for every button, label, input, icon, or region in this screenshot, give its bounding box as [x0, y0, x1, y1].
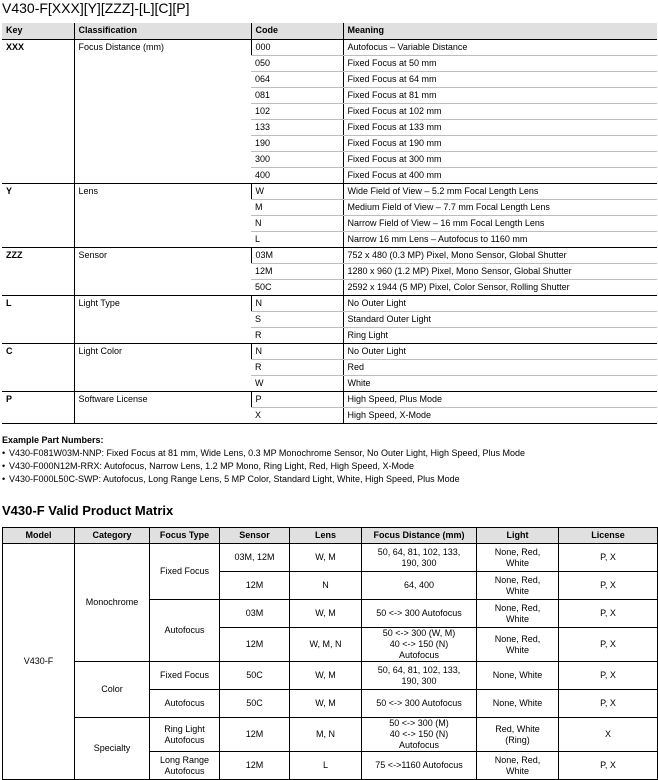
light-line: Red, White	[495, 723, 540, 734]
light-line: None, White	[492, 670, 543, 680]
matrix-row	[3, 718, 658, 752]
lens-cell: N	[290, 572, 362, 600]
sensor-cell: 12M	[220, 628, 290, 662]
light-cell	[477, 572, 559, 600]
code-cell: M	[251, 199, 343, 215]
code-cell: 050	[251, 55, 343, 71]
meaning-cell: Red	[343, 359, 657, 375]
product-matrix-table	[2, 527, 658, 780]
light-cell	[477, 662, 559, 690]
light-cell	[477, 600, 559, 628]
lens-cell: W, M	[290, 662, 362, 690]
code-cell: 190	[251, 135, 343, 151]
part-number-format-title: V430-F[XXX][Y][ZZZ]-[L][C][P]	[2, 0, 190, 16]
light-line: None, Red,	[494, 633, 541, 644]
meaning-cell: Fixed Focus at 81 mm	[343, 87, 657, 103]
code-cell: R	[251, 327, 343, 343]
focus-distance-cell	[362, 662, 477, 690]
header-code: Code	[251, 23, 343, 39]
code-cell: S	[251, 311, 343, 327]
meaning-cell: 1280 x 960 (1.2 MP) Pixel, Mono Sensor, Global Shutter	[343, 263, 657, 279]
focus-distance-line: 64, 400	[403, 580, 435, 590]
focus-type-cell: Autofocus	[150, 600, 220, 662]
key-cell: XXX	[2, 39, 74, 183]
meaning-cell: Fixed Focus at 64 mm	[343, 71, 657, 87]
code-cell: 300	[251, 151, 343, 167]
focus-distance-line: Autofocus	[398, 740, 440, 750]
focus-distance-cell	[362, 572, 477, 600]
light-cell	[477, 718, 559, 752]
light-line: None, Red,	[494, 602, 541, 613]
matrix-header-model: Model	[3, 528, 75, 544]
code-cell: 12M	[251, 263, 343, 279]
focus-distance-line: 50, 64, 81, 102, 133,	[377, 664, 461, 675]
license-cell: P, X	[559, 690, 658, 718]
code-cell: 081	[251, 87, 343, 103]
meaning-cell: Fixed Focus at 50 mm	[343, 55, 657, 71]
matrix-header-license: License	[559, 528, 658, 544]
sensor-cell: 03M	[220, 600, 290, 628]
matrix-row	[3, 544, 658, 572]
focus-distance-cell	[362, 718, 477, 752]
classification-cell: Light Type	[74, 295, 251, 343]
key-table-row	[2, 343, 657, 359]
focus-distance-line: 40 <-> 150 (N)	[389, 639, 449, 649]
matrix-body	[3, 544, 658, 780]
lens-cell: W, M	[290, 600, 362, 628]
meaning-cell: No Outer Light	[343, 295, 657, 311]
key-cell: C	[2, 343, 74, 391]
matrix-row	[3, 662, 658, 690]
light-cell	[477, 690, 559, 718]
light-line: White	[505, 644, 529, 655]
header-classification: Classification	[74, 23, 251, 39]
example-part-numbers	[2, 434, 525, 486]
code-cell: W	[251, 183, 343, 199]
matrix-header-sensor: Sensor	[220, 528, 290, 544]
license-cell: P, X	[559, 600, 658, 628]
key-table-header-row	[2, 23, 657, 39]
classification-cell: Lens	[74, 183, 251, 247]
meaning-cell: High Speed, Plus Mode	[343, 391, 657, 407]
meaning-cell: High Speed, X-Mode	[343, 407, 657, 423]
key-table-row	[2, 391, 657, 407]
sensor-cell: 50C	[220, 690, 290, 718]
license-cell: P, X	[559, 544, 658, 572]
focus-type-cell: Fixed Focus	[150, 662, 220, 690]
meaning-cell: Narrow Field of View – 16 mm Focal Length Lens	[343, 215, 657, 231]
focus-distance-line: 40 <-> 150 (N)	[389, 729, 449, 739]
header-meaning: Meaning	[343, 23, 657, 39]
focus-type-cell: Fixed Focus	[150, 544, 220, 600]
key-cell: ZZZ	[2, 247, 74, 295]
code-cell: L	[251, 231, 343, 247]
key-table-body	[2, 39, 657, 423]
light-line: None, Red,	[494, 546, 541, 557]
product-matrix-title: V430-F Valid Product Matrix	[2, 503, 174, 518]
light-cell	[477, 752, 559, 780]
code-cell: 133	[251, 119, 343, 135]
meaning-cell: Fixed Focus at 300 mm	[343, 151, 657, 167]
key-table-row	[2, 183, 657, 199]
examples-list	[2, 447, 525, 486]
key-cell: Y	[2, 183, 74, 247]
focus-distance-cell	[362, 628, 477, 662]
matrix-header-focus-type: Focus Type	[150, 528, 220, 544]
meaning-cell: Autofocus – Variable Distance	[343, 39, 657, 55]
model-cell: V430-F	[3, 544, 75, 780]
meaning-cell: 2592 x 1944 (5 MP) Pixel, Color Sensor, Rolling Shutter	[343, 279, 657, 295]
classification-cell: Focus Distance (mm)	[74, 39, 251, 183]
examples-heading: Example Part Numbers:	[2, 435, 104, 445]
light-line: None, Red,	[494, 754, 541, 765]
light-line: White	[505, 765, 529, 776]
matrix-header-row	[3, 528, 658, 544]
focus-type-cell: Autofocus	[150, 690, 220, 718]
lens-cell: W, M	[290, 544, 362, 572]
category-cell: Color	[75, 662, 150, 718]
lens-cell: M, N	[290, 718, 362, 752]
focus-distance-cell	[362, 544, 477, 572]
matrix-header-lens: Lens	[290, 528, 362, 544]
meaning-cell: Fixed Focus at 190 mm	[343, 135, 657, 151]
code-cell: 400	[251, 167, 343, 183]
focus-distance-line: 190, 300	[401, 675, 437, 686]
light-line: White	[505, 557, 529, 568]
code-cell: 000	[251, 39, 343, 55]
sensor-cell: 12M	[220, 572, 290, 600]
key-table-row	[2, 39, 657, 55]
category-cell: Specialty	[75, 718, 150, 780]
key-cell: P	[2, 391, 74, 423]
code-cell: 064	[251, 71, 343, 87]
focus-distance-line: 50 <-> 300 Autofocus	[376, 698, 462, 708]
license-cell: P, X	[559, 662, 658, 690]
meaning-cell: No Outer Light	[343, 343, 657, 359]
light-line: None, Red,	[494, 574, 541, 585]
code-cell: W	[251, 375, 343, 391]
code-cell: 03M	[251, 247, 343, 263]
light-cell	[477, 544, 559, 572]
focus-distance-cell	[362, 600, 477, 628]
classification-cell: Light Color	[74, 343, 251, 391]
focus-distance-line: 50 <-> 300 Autofocus	[376, 608, 462, 618]
light-line: White	[505, 613, 529, 624]
focus-distance-cell	[362, 690, 477, 718]
matrix-header-focus-distance: Focus Distance (mm)	[362, 528, 477, 544]
part-number-key-table	[2, 23, 657, 424]
sensor-cell: 12M	[220, 752, 290, 780]
meaning-cell: Ring Light	[343, 327, 657, 343]
meaning-cell: Medium Field of View – 7.7 mm Focal Length Lens	[343, 199, 657, 215]
focus-distance-line: 50 <-> 300 (M)	[389, 718, 449, 728]
focus-distance-line: 75 <->1160 Autofocus	[375, 760, 463, 770]
meaning-cell: Narrow 16 mm Lens – Autofocus to 1160 mm	[343, 231, 657, 247]
license-cell: P, X	[559, 572, 658, 600]
code-cell: 50C	[251, 279, 343, 295]
key-table-row	[2, 247, 657, 263]
meaning-cell: Fixed Focus at 133 mm	[343, 119, 657, 135]
focus-type-cell: Long Range Autofocus	[150, 752, 220, 780]
light-line: None, White	[492, 698, 543, 708]
example-item: • V430-F081W03M-NNP: Fixed Focus at 81 mm, Wide Lens, 0.3 MP Monochrome Sensor, No Outer Light, High Speed, Plus Mode	[2, 447, 525, 460]
classification-cell: Software License	[74, 391, 251, 423]
code-cell: R	[251, 359, 343, 375]
key-cell: L	[2, 295, 74, 343]
focus-type-cell: Ring Light Autofocus	[150, 718, 220, 752]
light-line: White	[505, 585, 529, 596]
focus-distance-line: 190, 300	[401, 557, 437, 568]
sensor-cell: 50C	[220, 662, 290, 690]
license-cell: P, X	[559, 752, 658, 780]
sensor-cell: 03M, 12M	[220, 544, 290, 572]
meaning-cell: Fixed Focus at 102 mm	[343, 103, 657, 119]
matrix-header-category: Category	[75, 528, 150, 544]
focus-distance-line: Autofocus	[398, 650, 440, 660]
category-cell: Monochrome	[75, 544, 150, 662]
example-item: • V430-F000N12M-RRX: Autofocus, Narrow Lens, 1.2 MP Mono, Ring Light, Red, High Speed, X-Mode	[2, 460, 525, 473]
code-cell: 102	[251, 103, 343, 119]
license-cell: X	[559, 718, 658, 752]
light-cell	[477, 628, 559, 662]
meaning-cell: White	[343, 375, 657, 391]
code-cell: X	[251, 407, 343, 423]
key-table-row	[2, 295, 657, 311]
lens-cell: W, M	[290, 690, 362, 718]
focus-distance-line: 50 <-> 300 (W, M)	[382, 628, 456, 638]
light-line: (Ring)	[505, 734, 530, 745]
meaning-cell: Fixed Focus at 400 mm	[343, 167, 657, 183]
code-cell: P	[251, 391, 343, 407]
meaning-cell: 752 x 480 (0.3 MP) Pixel, Mono Sensor, Global Shutter	[343, 247, 657, 263]
meaning-cell: Standard Outer Light	[343, 311, 657, 327]
sensor-cell: 12M	[220, 718, 290, 752]
focus-distance-cell	[362, 752, 477, 780]
code-cell: N	[251, 295, 343, 311]
matrix-header-light: Light	[477, 528, 559, 544]
code-cell: N	[251, 343, 343, 359]
code-cell: N	[251, 215, 343, 231]
example-item: • V430-F000L50C-SWP: Autofocus, Long Range Lens, 5 MP Color, Standard Light, White, High Speed, Plus Mode	[2, 473, 525, 486]
lens-cell: W, M, N	[290, 628, 362, 662]
classification-cell: Sensor	[74, 247, 251, 295]
lens-cell: L	[290, 752, 362, 780]
license-cell: P, X	[559, 628, 658, 662]
meaning-cell: Wide Field of View – 5.2 mm Focal Length Lens	[343, 183, 657, 199]
header-key: Key	[2, 23, 74, 39]
focus-distance-line: 50, 64, 81, 102, 133,	[377, 546, 461, 557]
